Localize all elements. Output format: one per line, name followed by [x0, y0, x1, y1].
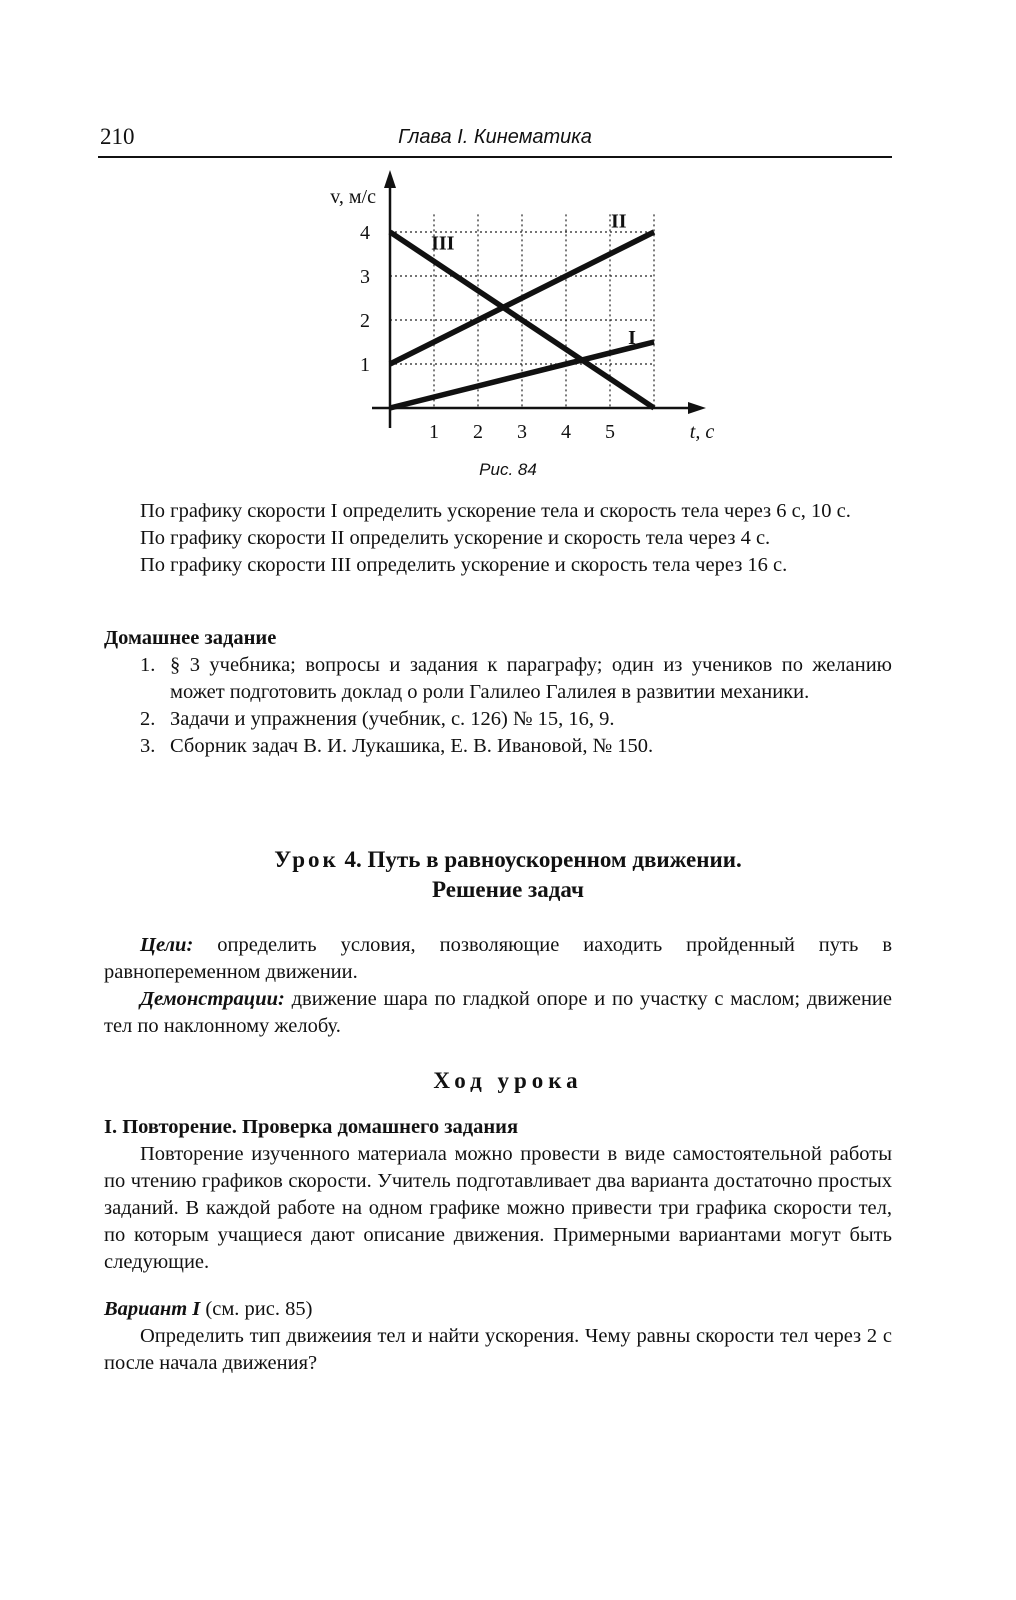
x-tick-label: 1 — [429, 421, 439, 443]
variant-section — [104, 1296, 892, 1377]
task-paragraph: По графику скорости I определить ускорение тела и скорость тела через 6 с, 10 с. — [140, 500, 851, 522]
lesson-subtitle: Решение задач — [432, 877, 584, 902]
goals-paragraph — [104, 932, 892, 986]
list-item-text: Сборник задач В. И. Лукашика, Е. В. Ивановой, № 150. — [170, 735, 654, 757]
y-tick-label: 4 — [360, 222, 370, 244]
lesson-intro — [104, 932, 892, 1040]
homework-heading: Домашнее задание — [104, 627, 277, 649]
goals-label: Цели: — [140, 934, 194, 956]
section-heading: I. Повторение. Проверка домашнего задания — [104, 1116, 519, 1138]
y-tick-label: 3 — [360, 266, 370, 288]
velocity-graph-figure — [300, 170, 720, 460]
y-axis-label: v, м/с — [330, 186, 376, 208]
figure-caption: Рис. 84 — [479, 460, 537, 479]
x-tick-label: 4 — [561, 421, 571, 443]
line-label: III — [431, 232, 455, 255]
variant-ref: (см. рис. 85) — [200, 1298, 313, 1320]
list-item-number: 3. — [140, 735, 156, 757]
x-axis-label: t, с — [689, 421, 715, 443]
y-axis-arrow — [384, 170, 396, 188]
variant-label: Вариант I — [104, 1298, 201, 1320]
repetition-section — [104, 1114, 892, 1276]
demos-label: Демонстрации: — [140, 988, 285, 1010]
lesson-title-main: 4. Путь в равноускоренном движении. — [338, 847, 742, 872]
lesson-title-prefix: Урок — [274, 847, 339, 872]
graph-tasks — [104, 498, 892, 579]
demos-paragraph — [104, 986, 892, 1040]
lesson-title — [0, 845, 1016, 905]
series-line-iii — [390, 232, 654, 408]
homework-list — [104, 652, 892, 760]
page-number: 210 — [100, 124, 135, 149]
y-tick-label: 2 — [360, 310, 370, 332]
list-item-text: Задачи и упражнения (учебник, с. 126) № 15, 16, 9. — [170, 708, 615, 730]
variant-paragraph: Определить тип движеиия тел и найти ускорения. Чему равны скорости тел через 2 с после начала движения? — [104, 1325, 892, 1374]
line-label: II — [611, 210, 627, 233]
x-tick-label: 3 — [517, 421, 527, 443]
y-tick-label: 1 — [360, 354, 370, 376]
series-line-ii — [390, 232, 654, 364]
homework-section — [104, 625, 892, 760]
x-tick-label: 2 — [473, 421, 483, 443]
goals-text: определить условия, позволяющие иаходить пройденный путь в равнопеременном движении. — [104, 934, 892, 983]
velocity-time-chart — [300, 170, 720, 460]
demos-text: движение шара по гладкой опоре и по участку с маслом; движение тел по наклонному желобу. — [104, 988, 892, 1037]
task-paragraph: По графику скорости III определить ускорение и скорость тела через 16 с. — [140, 554, 788, 576]
list-item-number: 2. — [140, 708, 156, 730]
line-label: I — [628, 327, 636, 350]
page-header — [98, 122, 892, 158]
task-paragraph: По графику скорости II определить ускорение и скорость тела через 4 с. — [140, 527, 771, 549]
list-item-text: § 3 учебника; вопросы и задания к параграфу; один из учеников по желанию может подготовить доклад о роли Галилео Галилея в развитии механики. — [170, 654, 892, 703]
list-item — [104, 652, 892, 706]
running-title: Глава I. Кинематика — [398, 126, 592, 148]
x-axis-arrow — [688, 402, 706, 414]
x-tick-label: 5 — [605, 421, 615, 443]
list-item — [104, 706, 892, 733]
list-item-number: 1. — [140, 654, 156, 676]
section-paragraph: Повторение изученного материала можно провести в виде самостоятельной работы по чтению графиков скорости. Учитель подготавливает два варианта достаточно простых заданий. В каждой работе на одном графике можно привести три графика скорости тел, по которым учащиеся дают описание движения. Примерными вариантами могут быть следующие. — [104, 1143, 892, 1273]
course-title: Ход урока — [433, 1068, 583, 1093]
variant-heading — [104, 1296, 892, 1323]
series-line-i — [390, 342, 654, 408]
list-item — [104, 733, 892, 760]
